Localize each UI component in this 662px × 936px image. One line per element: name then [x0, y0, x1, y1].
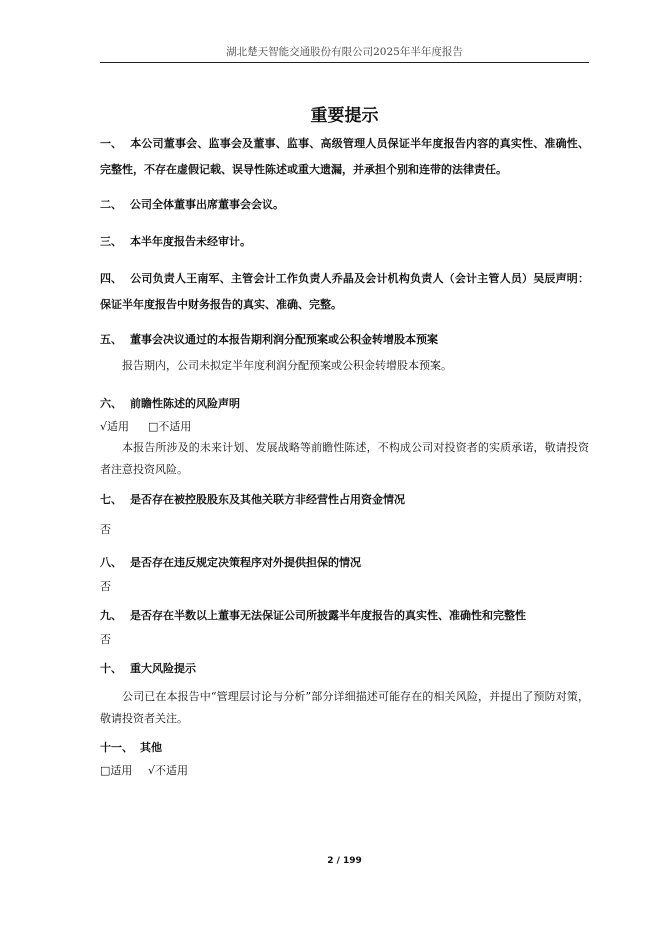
running-header: 湖北楚天智能交通股份有限公司2025年半年度报告: [226, 46, 463, 58]
section-text: 本公司董事会、监事会及董事、监事、高级管理人员保证半年度报告内容的真实性、准确性、完整性，不存在虚假记载、误导性陈述或重大遗漏，并承担个别和连带的法律责任。: [100, 137, 589, 176]
section-text: 董事会决议通过的本报告期利润分配预案或公积金转增股本预案: [130, 333, 438, 346]
section-text: 公司全体董事出席董事会会议。: [130, 198, 284, 211]
section-10: [100, 656, 589, 730]
section-text: 公司负责人王南军、主管会计工作负责人乔晶及会计机构负责人（会计主管人员）吴辰声明：保证半年度报告中财务报告的真实、准确、完整。: [100, 272, 589, 311]
section-body: 否: [100, 633, 111, 646]
section-number: 十一、: [100, 741, 133, 754]
section-5: [100, 327, 589, 377]
section-heading: [100, 266, 589, 318]
section-number: 八、: [100, 556, 122, 569]
section-text: 重大风险提示: [130, 662, 196, 675]
section-text: 本半年度报告未经审计。: [130, 235, 251, 248]
section-text: 是否存在半数以上董事无法保证公司所披露半年度报告的真实性、准确性和完整性: [130, 609, 526, 622]
header-divider: [100, 62, 589, 63]
section-heading: [100, 391, 589, 417]
section-number: 四、: [100, 272, 122, 285]
section-heading: [100, 487, 589, 513]
checkbox-not-applicable: □不适用: [148, 420, 192, 433]
section-9: [100, 603, 589, 651]
section-body: 否: [100, 523, 111, 536]
checkbox-applicable: □适用: [100, 764, 133, 777]
section-heading: [100, 192, 589, 218]
section-text: 是否存在违反规定决策程序对外提供担保的情况: [130, 556, 361, 569]
section-heading: [100, 603, 589, 629]
section-body: 否: [100, 580, 111, 593]
section-heading: [100, 131, 589, 183]
checkbox-not-applicable: √不适用: [148, 764, 189, 777]
section-body: 报告期内，公司未拟定半年度利润分配预案或公积金转增股本预案。: [122, 359, 452, 372]
section-11: [100, 735, 589, 781]
section-8: [100, 550, 589, 598]
section-1: [100, 131, 589, 183]
section-number: 二、: [100, 198, 122, 211]
section-heading: [100, 550, 589, 576]
section-text: 是否存在被控股股东及其他关联方非经营性占用资金情况: [130, 493, 405, 506]
section-heading: [100, 229, 589, 255]
section-body: 公司已在本报告中“管理层讨论与分析”部分详细描述可能存在的相关风险，并提出了预防对策，敬请投资者关注。: [100, 690, 589, 725]
applicability-options: [100, 417, 589, 437]
page-number: 2 / 199: [327, 856, 362, 866]
section-text: 前瞻性陈述的风险声明: [130, 397, 240, 410]
section-heading: [100, 656, 589, 682]
section-number: 七、: [100, 493, 122, 506]
section-text: 其他: [140, 741, 162, 754]
section-heading: [100, 735, 589, 761]
section-body: 本报告所涉及的未来计划、发展战略等前瞻性陈述，不构成公司对投资者的实质承诺，敬请投资者注意投资风险。: [100, 441, 589, 476]
section-number: 三、: [100, 235, 122, 248]
section-2: [100, 192, 589, 218]
section-7: [100, 487, 589, 541]
section-number: 五、: [100, 333, 122, 346]
section-6: [100, 391, 589, 481]
section-number: 九、: [100, 609, 122, 622]
section-number: 六、: [100, 397, 122, 410]
page-title: 重要提示: [310, 106, 379, 126]
section-heading: [100, 327, 589, 353]
section-3: [100, 229, 589, 255]
section-number: 一、: [100, 137, 122, 150]
section-number: 十、: [100, 662, 122, 675]
section-4: [100, 266, 589, 318]
checkbox-applicable: √适用: [100, 420, 130, 433]
applicability-options: [100, 761, 589, 781]
